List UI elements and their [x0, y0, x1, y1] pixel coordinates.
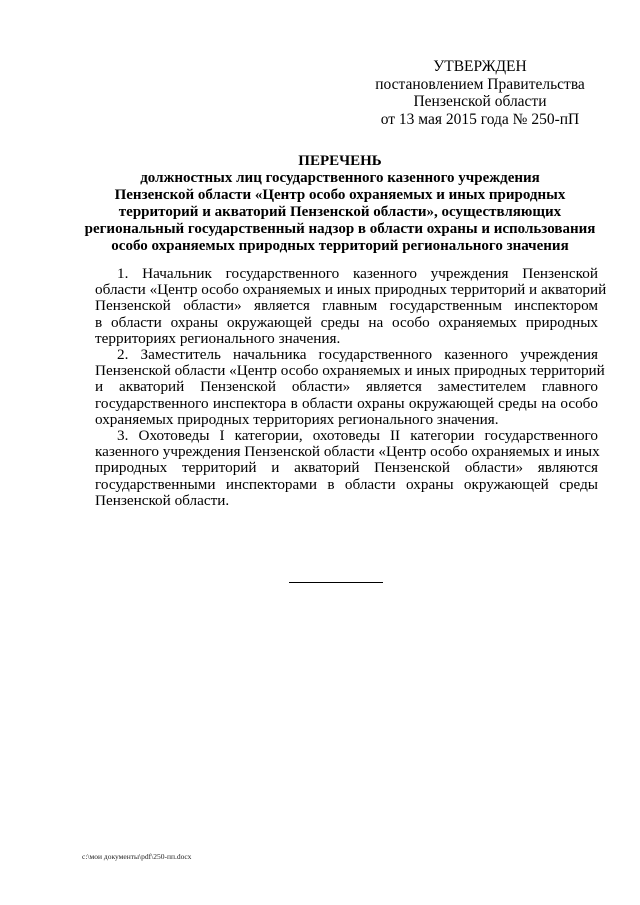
paragraph-1: [95, 265, 607, 347]
approval-heading: УТВЕРЖДЕН: [433, 58, 527, 75]
text-line: 3. Охотоведы I категории, охотоведы II категории государственного: [117, 427, 598, 445]
title-line: региональный государственный надзор в области охраны и использования: [84, 221, 596, 237]
text-line: Пензенской области «Центр особо охраняемых и иных природных территорий: [95, 362, 605, 380]
document-body: [95, 265, 607, 509]
text-line: 2. Заместитель начальника государственного казенного учреждения: [117, 346, 598, 364]
text-line: области «Центр особо охраняемых и иных природных территорий и акваторий: [95, 281, 607, 299]
text-line: Пензенской области» является главным государственным инспектором: [95, 297, 598, 315]
text-line: в области охраны окружающей среды на особо охраняемых природных: [95, 313, 598, 331]
text-line: казенного учреждения Пензенской области «Центр особо охраняемых и иных: [95, 443, 600, 461]
text-line: 1. Начальник государственного казенного учреждения Пензенской: [117, 265, 598, 282]
text-line: государственными инспекторами в области охраны окружающей среды: [95, 475, 598, 493]
end-separator-line: [289, 582, 383, 583]
text-line: государственного инспектора в области охраны окружающей среды на особо: [95, 394, 598, 412]
text-line: Пензенской области.: [95, 491, 230, 509]
approval-stamp: [330, 58, 630, 128]
document-title: [80, 153, 600, 255]
text-line: и акваторий Пензенской области» является заместителем главного: [95, 378, 598, 396]
title-line: особо охраняемых природных территорий регионального значения: [111, 238, 569, 254]
text-line: охраняемых природных территориях регионального значения.: [95, 410, 499, 428]
footer-file-path: c:\мои документы\pdf\250-пп.docx: [82, 852, 192, 861]
paragraph-3: [95, 428, 598, 509]
title-line: Пензенской области «Центр особо охраняемых и иных природных: [114, 187, 566, 203]
text-line: природных территорий и акваторий Пензенской области» являются: [95, 459, 598, 477]
approval-line: постановлением Правительства: [375, 75, 585, 93]
title-line: должностных лиц государственного казенного учреждения: [140, 170, 540, 186]
title-heading: ПЕРЕЧЕНЬ: [298, 153, 382, 169]
approval-line: Пензенской области: [413, 93, 547, 111]
approval-date: от 13 мая 2015 года № 250-пП: [380, 110, 580, 128]
text-line: территориях регионального значения.: [95, 329, 341, 347]
paragraph-2: [95, 346, 605, 428]
title-line: территорий и акваторий Пензенской области», осуществляющих: [118, 204, 562, 220]
